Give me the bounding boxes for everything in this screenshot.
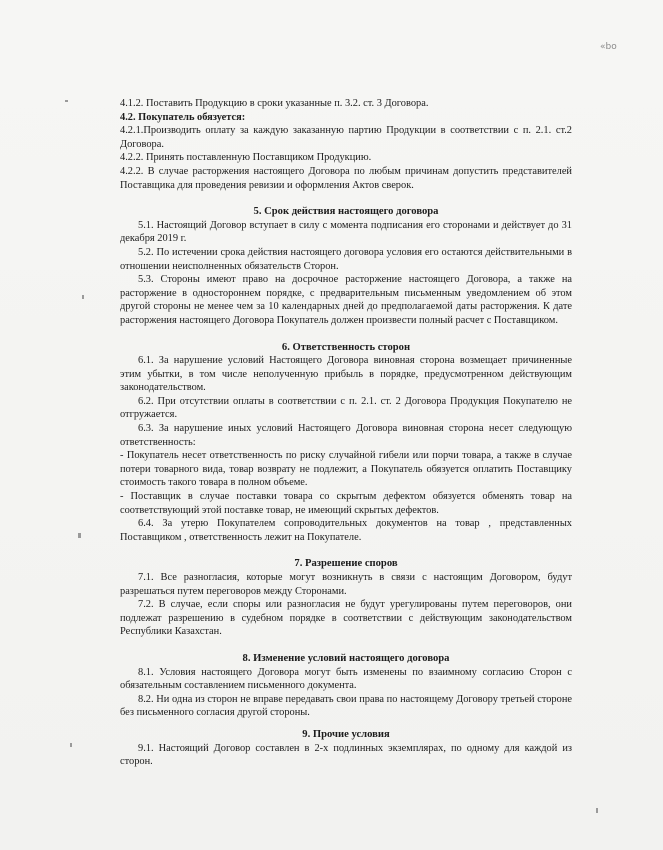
clause-5-1: 5.1. Настоящий Договор вступает в силу с момента подписания его сторонами и действует до 31 декабря 2019 г. [120,219,572,245]
section-7 [120,557,572,639]
document-body [120,97,572,769]
clause-6-2: 6.2. При отсутствии оплаты в соответствии с п. 2.1. ст. 2 Договора Продукция Покупателю не отгружается. [120,395,572,421]
clause-5-3: 5.3. Стороны имеют право на досрочное расторжение настоящего Договора, а также на расторжение в одностороннем порядке, с предварительным письменным уведомлением об этом другой стороны не менее чем за 10 календарных дней до предполагаемой даты расторжения. К дате расторжения настоящего Договора Покупатель должен произвести полный расчет с Поставщиком. [120,274,572,326]
clause-4-2-2-b: 4.2.2. В случае расторжения настоящего Договора по любым причинам допустить представителей Поставщика для проведения ревизии и оформления Актов сверок. [120,165,572,191]
section-5 [120,205,572,327]
scan-speck [78,533,81,538]
clause-5-2: 5.2. По истечении срока действия настоящего договора условия его остаются действительными в отношении неисполненных обязательств Сторон. [120,246,572,272]
clause-7-2: 7.2. В случае, если споры или разногласия не будут урегулированы путем переговоров, они подлежат разрешению в судебном порядке в соответствии с действующим законодательством Республики Казахстан. [120,599,572,638]
clause-6-3: 6.3. За нарушение иных условий Настоящего Договора виновная сторона несет следующую ответственность: [120,423,572,448]
scan-speck [596,808,598,813]
scan-speck [70,743,72,747]
section-9-title: 9. Прочие условия [302,728,390,740]
clause-8-2: 8.2. Ни одна из сторон не вправе передавать свои права по настоящему Договору третьей стороне без письменного согласия другой стороны. [120,693,572,719]
section-5-title: 5. Срок действия настоящего договора [253,206,439,218]
clause-9-1: 9.1. Настоящий Договор составлен в 2-х подлинных экземплярах, по одному для каждой из сторон. [120,742,572,768]
clause-7-1: 7.1. Все разногласия, которые могут возникнуть в связи с настоящим Договором, будут разрешаться путем переговоров между Сторонами. [120,572,572,597]
clause-6-4: 6.4. За утерю Покупателем сопроводительных документов на товар , представленных Поставщиком , ответственность лежит на Покупателе. [120,518,572,543]
clause-4-1-2: 4.1.2. Поставить Продукцию в сроки указанные п. 3.2. ст. 3 Договора. [120,98,429,109]
section-9 [120,728,572,769]
clause-4-2-1: 4.2.1.Производить оплату за каждую заказанную партию Продукции в соответствии с п. 2.1. ст.2 Договора. [120,125,572,150]
clause-6-3-item-supplier: - Поставщик в случае поставки товара со скрытым дефектом обязуется обменять товар на соответствующий этой поставке товар, не имеющий скрытых дефектов. [120,491,572,516]
corner-mark: «bo [600,42,617,52]
section-7-title: 7. Разрешение споров [294,558,398,570]
section-6-title: 6. Ответственность сторон [281,341,411,353]
scan-speck [82,295,84,299]
section-4-continued [120,97,572,192]
section-6 [120,341,572,545]
clause-4-2-2: 4.2.2. Принять поставленную Поставщиком Продукцию. [120,152,372,164]
clause-6-1: 6.1. За нарушение условий Настоящего Договора виновная сторона возмещает причиненные этим убытки, в том числе неполученную прибыль в порядке, предусмотренном действующим законодательством. [120,355,572,394]
section-8 [120,652,572,720]
section-8-title: 8. Изменение условий настоящего договора [242,652,450,664]
clause-8-1: 8.1. Условия настоящего Договора могут быть изменены по взаимному согласию Сторон с обязательным составлением письменного документа. [120,666,572,692]
clause-6-3-item-buyer: - Покупатель несет ответственность по риску случайной гибели или порчи товара, а также в случае потери товарного вида, товар возврату не подлежит, а Покупатель обязуется оплатить Поставщику стоимость такого товара в полном объеме. [120,450,572,489]
scan-speck [65,100,68,102]
clause-4-2-heading: 4.2. Покупатель обязуется: [120,111,246,123]
